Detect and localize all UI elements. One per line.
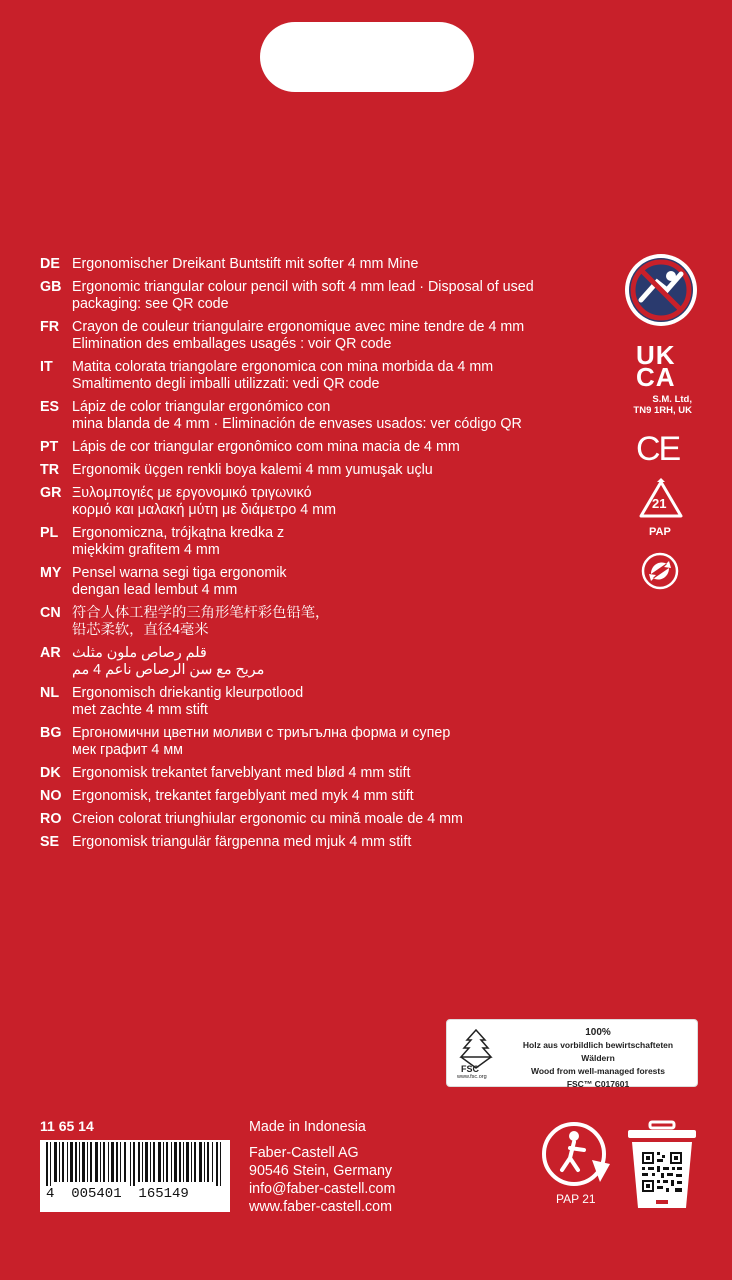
manufacturer-address bbox=[249, 1118, 395, 1216]
lang-line: miękkim grafitem 4 mm bbox=[72, 542, 220, 558]
lang-line: Lápiz de color triangular ergonómico con bbox=[72, 399, 331, 415]
fsc-logo-label: FSC bbox=[461, 1064, 479, 1074]
lang-line: Elimination des emballages usagés : voir QR code bbox=[72, 336, 392, 352]
lang-line: Lápis de cor triangular ergonômico com mina macia de 4 mm bbox=[72, 439, 460, 455]
lang-row-de bbox=[40, 256, 600, 273]
lang-row-gr bbox=[40, 485, 600, 519]
lang-line: Pensel warna segi tiga ergonomik bbox=[72, 565, 287, 581]
lang-code: PL bbox=[40, 525, 59, 541]
lang-code: MY bbox=[40, 565, 62, 581]
lang-line: met zachte 4 mm stift bbox=[72, 702, 208, 718]
ukca-address-line: S.M. Ltd, bbox=[652, 394, 692, 405]
lang-row-nl bbox=[40, 685, 600, 719]
lang-line: packaging: see QR code bbox=[72, 296, 229, 312]
lang-row-ro bbox=[40, 811, 600, 828]
lang-line: κορμό και μαλακή μύτη με διάμετρο 4 mm bbox=[72, 502, 337, 518]
language-list bbox=[40, 256, 600, 857]
ukca-mark bbox=[636, 340, 690, 392]
fsc-text bbox=[505, 1026, 691, 1091]
ukca-address bbox=[610, 394, 692, 416]
made-in: Made in Indonesia bbox=[249, 1119, 366, 1135]
lang-row-pt bbox=[40, 439, 600, 456]
lang-row-my bbox=[40, 565, 600, 599]
lang-line: Matita colorata triangolare ergonomica con mina morbida da 4 mm bbox=[72, 359, 494, 375]
company-web: www.faber-castell.com bbox=[249, 1199, 393, 1215]
company-city: 90546 Stein, Germany bbox=[249, 1163, 393, 1179]
fsc-url: www.fsc.org bbox=[457, 1074, 487, 1080]
lang-line: Smaltimento degli imballi utilizzati: vedi QR code bbox=[72, 376, 380, 392]
lang-code: GB bbox=[40, 279, 62, 295]
recycle-label: PAP bbox=[649, 526, 671, 538]
lang-line: Ergonomischer Dreikant Buntstift mit softer 4 mm Mine bbox=[72, 256, 419, 272]
lang-code: AR bbox=[40, 645, 61, 661]
article-number: 11 65 14 bbox=[40, 1118, 94, 1134]
lang-code: NL bbox=[40, 685, 60, 701]
lang-line: Ξυλομπογιές με εργονομικό τριγωνικό bbox=[72, 485, 312, 501]
fsc-percent: 100% bbox=[585, 1027, 611, 1038]
lang-row-no bbox=[40, 788, 600, 805]
lang-line: Ergonomisk trekantet farveblyant med blød 4 mm stift bbox=[72, 765, 411, 781]
no-child-under-3-icon bbox=[623, 252, 699, 328]
lang-row-bg bbox=[40, 725, 600, 759]
lang-row-dk bbox=[40, 765, 600, 782]
ukca-line2: CA bbox=[636, 362, 676, 392]
lang-code: CN bbox=[40, 605, 61, 621]
pap21-label: PAP 21 bbox=[556, 1192, 596, 1206]
hang-hole bbox=[260, 22, 474, 92]
bin-qr-icon bbox=[626, 1118, 698, 1214]
lang-line: mina blanda de 4 mm · Eliminación de envases usados: ver código QR bbox=[72, 416, 522, 432]
company-name: Faber-Castell AG bbox=[249, 1145, 359, 1161]
recycle-bin-qr bbox=[626, 1118, 698, 1214]
lang-row-it bbox=[40, 359, 600, 393]
lang-line: مريح مع سن الرصاص ناعم 4 مم bbox=[72, 662, 265, 678]
lang-row-gb bbox=[40, 279, 600, 313]
lang-code: DK bbox=[40, 765, 61, 781]
ukca-line1: UK bbox=[636, 340, 676, 370]
lang-line: Ergonomic triangular colour pencil with soft 4 mm lead · Disposal of used bbox=[72, 279, 534, 295]
lang-code: FR bbox=[40, 319, 60, 335]
lang-line: Ergonomisk triangulär färgpenna med mjuk 4 mm stift bbox=[72, 834, 412, 850]
lang-line: dengan lead lembut 4 mm bbox=[72, 582, 238, 598]
lang-code: TR bbox=[40, 462, 60, 478]
lang-line: 铅芯柔软，直径4毫米 bbox=[72, 622, 209, 638]
lang-line: Creion colorat triunghiular ergonomic cu mină moale de 4 mm bbox=[72, 811, 463, 827]
lang-line: Ergonomiczna, trójkątna kredka z bbox=[72, 525, 285, 541]
lang-line: 符合人体工程学的三角形笔杆彩色铅笔， bbox=[72, 605, 330, 621]
lang-code: BG bbox=[40, 725, 62, 741]
lang-line: Ергономични цветни моливи с триъгълна форма и супер bbox=[72, 725, 451, 741]
ukca-address-line: TN9 1RH, UK bbox=[633, 405, 692, 416]
lang-row-es bbox=[40, 399, 600, 433]
lang-row-se bbox=[40, 834, 600, 851]
lang-code: SE bbox=[40, 834, 60, 850]
recycle-person-icon bbox=[540, 1120, 616, 1188]
lang-code: NO bbox=[40, 788, 62, 804]
lang-code: GR bbox=[40, 485, 62, 501]
pap21-recycle-mark bbox=[540, 1120, 616, 1210]
lang-line: Ergonomik üçgen renkli boya kalemi 4 mm yumuşak uçlu bbox=[72, 462, 433, 478]
lang-row-fr bbox=[40, 319, 600, 353]
lang-line: قلم رصاص ملون مثلث bbox=[72, 645, 207, 661]
lang-row-cn bbox=[40, 605, 600, 639]
lang-line: Ergonomisk, trekantet fargeblyant med myk 4 mm stift bbox=[72, 788, 414, 804]
company-email: info@faber-castell.com bbox=[249, 1181, 396, 1197]
lang-code: ES bbox=[40, 399, 60, 415]
barcode-bars-icon bbox=[40, 1142, 230, 1186]
green-dot-icon bbox=[641, 552, 679, 590]
lang-code: IT bbox=[40, 359, 53, 375]
fsc-line-de: Holz aus vorbildlich bewirtschafteten Wäldern bbox=[522, 1040, 674, 1063]
fsc-label bbox=[446, 1019, 698, 1087]
lang-code: RO bbox=[40, 811, 62, 827]
lang-line: Ergonomisch driekantig kleurpotlood bbox=[72, 685, 304, 701]
fsc-line-en: Wood from well-managed forests bbox=[531, 1066, 665, 1076]
lang-code: PT bbox=[40, 439, 59, 455]
lang-line: мек графит 4 мм bbox=[72, 742, 183, 758]
lang-line: Crayon de couleur triangulaire ergonomique avec mine tendre de 4 mm bbox=[72, 319, 525, 335]
lang-row-ar bbox=[40, 645, 600, 679]
lang-row-tr bbox=[40, 462, 600, 479]
barcode-digits: 4 005401 165149 bbox=[46, 1186, 189, 1202]
lang-code: DE bbox=[40, 256, 60, 272]
ce-mark: CE bbox=[636, 430, 680, 468]
recycle-number: 21 bbox=[652, 496, 667, 511]
fsc-code: FSC™ C017601 bbox=[566, 1079, 630, 1089]
lang-row-pl bbox=[40, 525, 600, 559]
